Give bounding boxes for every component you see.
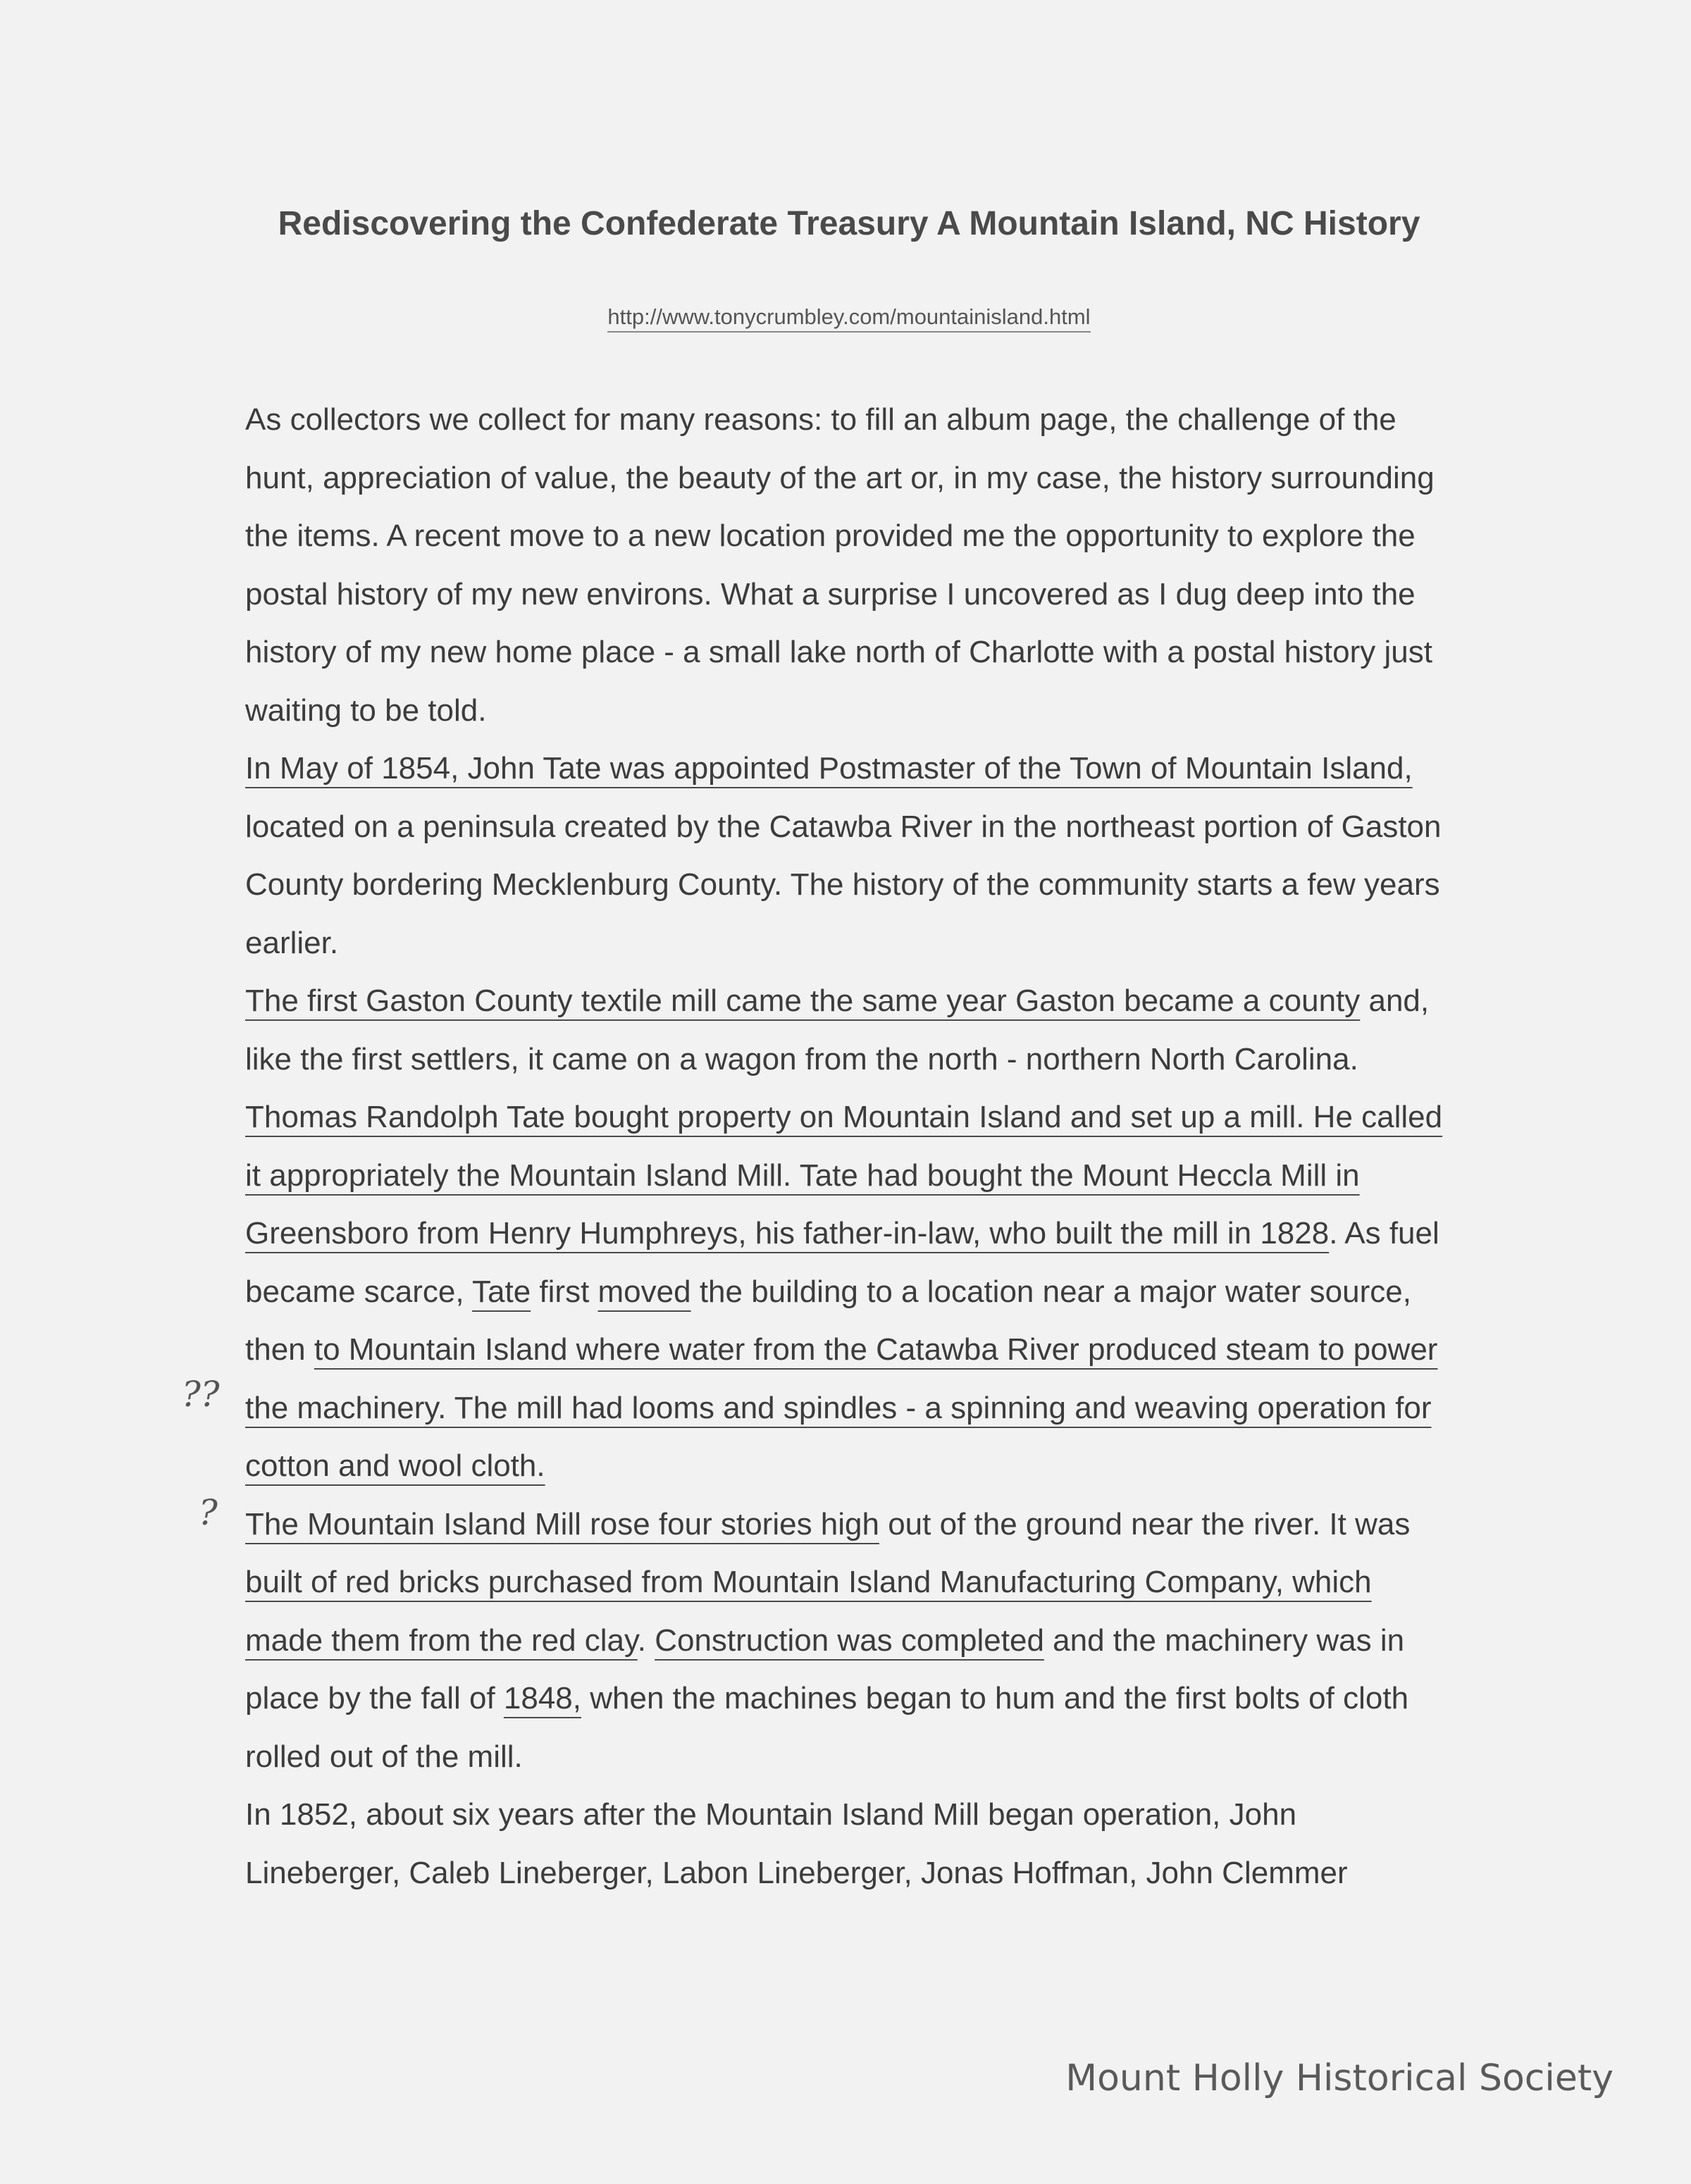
underlined-text: moved bbox=[597, 1274, 691, 1309]
underlined-text: The Mountain Island Mill rose four stories high bbox=[245, 1506, 879, 1541]
text-run: out of the ground near the river. It was bbox=[879, 1506, 1411, 1541]
text-run: . bbox=[637, 1623, 655, 1658]
paragraph bbox=[245, 972, 1457, 1496]
text-run: and the machinery was in place by the fall of bbox=[245, 1623, 1405, 1715]
text-run: and, like the first settlers, it came on a wagon from the north - northern North Carolina. bbox=[245, 984, 1430, 1077]
underlined-text: built of red bricks purchased from Mountain Island Manufacturing Company, which made them from the red clay bbox=[245, 1565, 1372, 1658]
paragraph bbox=[245, 1786, 1457, 1902]
underlined-text: Construction was completed bbox=[655, 1623, 1044, 1658]
text-run: As collectors we collect for many reasons: to fill an album page, the challenge of the hunt, appreciation of value, the beauty of the art or, in my case, the history surrounding the items. A recent move to a new location provided me the opportunity to explore the postal history of my new environs. What a surprise I uncovered as I dug deep into the history of my new home place - a small lake north of Charlotte with a postal history just waiting to be told. bbox=[245, 402, 1435, 728]
source-url-text[interactable]: http://www.tonycrumbley.com/mountainisland.html bbox=[607, 304, 1090, 333]
underlined-text: to Mountain Island where water from the Catawba River produced steam to power the machinery. The mill had looms and spindles - a spinning and weaving operation for cotton and wool cloth. bbox=[245, 1332, 1438, 1483]
footer-watermark: Mount Holly Historical Society bbox=[1065, 2057, 1613, 2099]
underlined-text: 1848, bbox=[503, 1681, 581, 1715]
text-run: first bbox=[531, 1274, 598, 1309]
body-text bbox=[245, 391, 1457, 1902]
text-run: the building to a location near a major water source, then bbox=[245, 1274, 1411, 1367]
document-title: Rediscovering the Confederate Treasury A Mountain Island, NC History bbox=[278, 205, 1420, 242]
text-run: In 1852, about six years after the Mountain Island Mill began operation, John Lineberger, Caleb Lineberger, Labon Lineberger, Jonas Hoffman, John Clemmer bbox=[245, 1797, 1348, 1890]
underlined-text: Thomas Randolph Tate bought property on Mountain Island and set up a mill. He called it appropriately the Mountain Island Mill. Tate had bought the Mount Heccla Mill in Greensboro from Henry Humphreys, his father-in-law, who built the mill in 1828 bbox=[245, 1100, 1443, 1251]
handwritten-question-marks: ?? bbox=[182, 1374, 220, 1415]
text-run: located on a peninsula created by the Catawba River in the northeast portion of Gaston County bordering Mecklenburg County. The history of the community starts a few years earlier. bbox=[245, 809, 1442, 960]
text-run: when the machines began to hum and the first bolts of cloth rolled out of the mill. bbox=[245, 1681, 1409, 1774]
paragraph bbox=[245, 1496, 1457, 1787]
underlined-text: In May of 1854, John Tate was appointed Postmaster of the Town of Mountain Island, bbox=[245, 751, 1413, 786]
paragraph bbox=[245, 391, 1457, 740]
source-url[interactable] bbox=[240, 304, 1458, 330]
underlined-text: Tate bbox=[472, 1274, 531, 1309]
underlined-text: The first Gaston County textile mill came the same year Gaston became a county bbox=[245, 984, 1361, 1018]
text-run: . As fuel became scarce, bbox=[245, 1216, 1439, 1309]
paragraph bbox=[245, 740, 1457, 972]
handwritten-question-mark: ? bbox=[199, 1492, 218, 1533]
